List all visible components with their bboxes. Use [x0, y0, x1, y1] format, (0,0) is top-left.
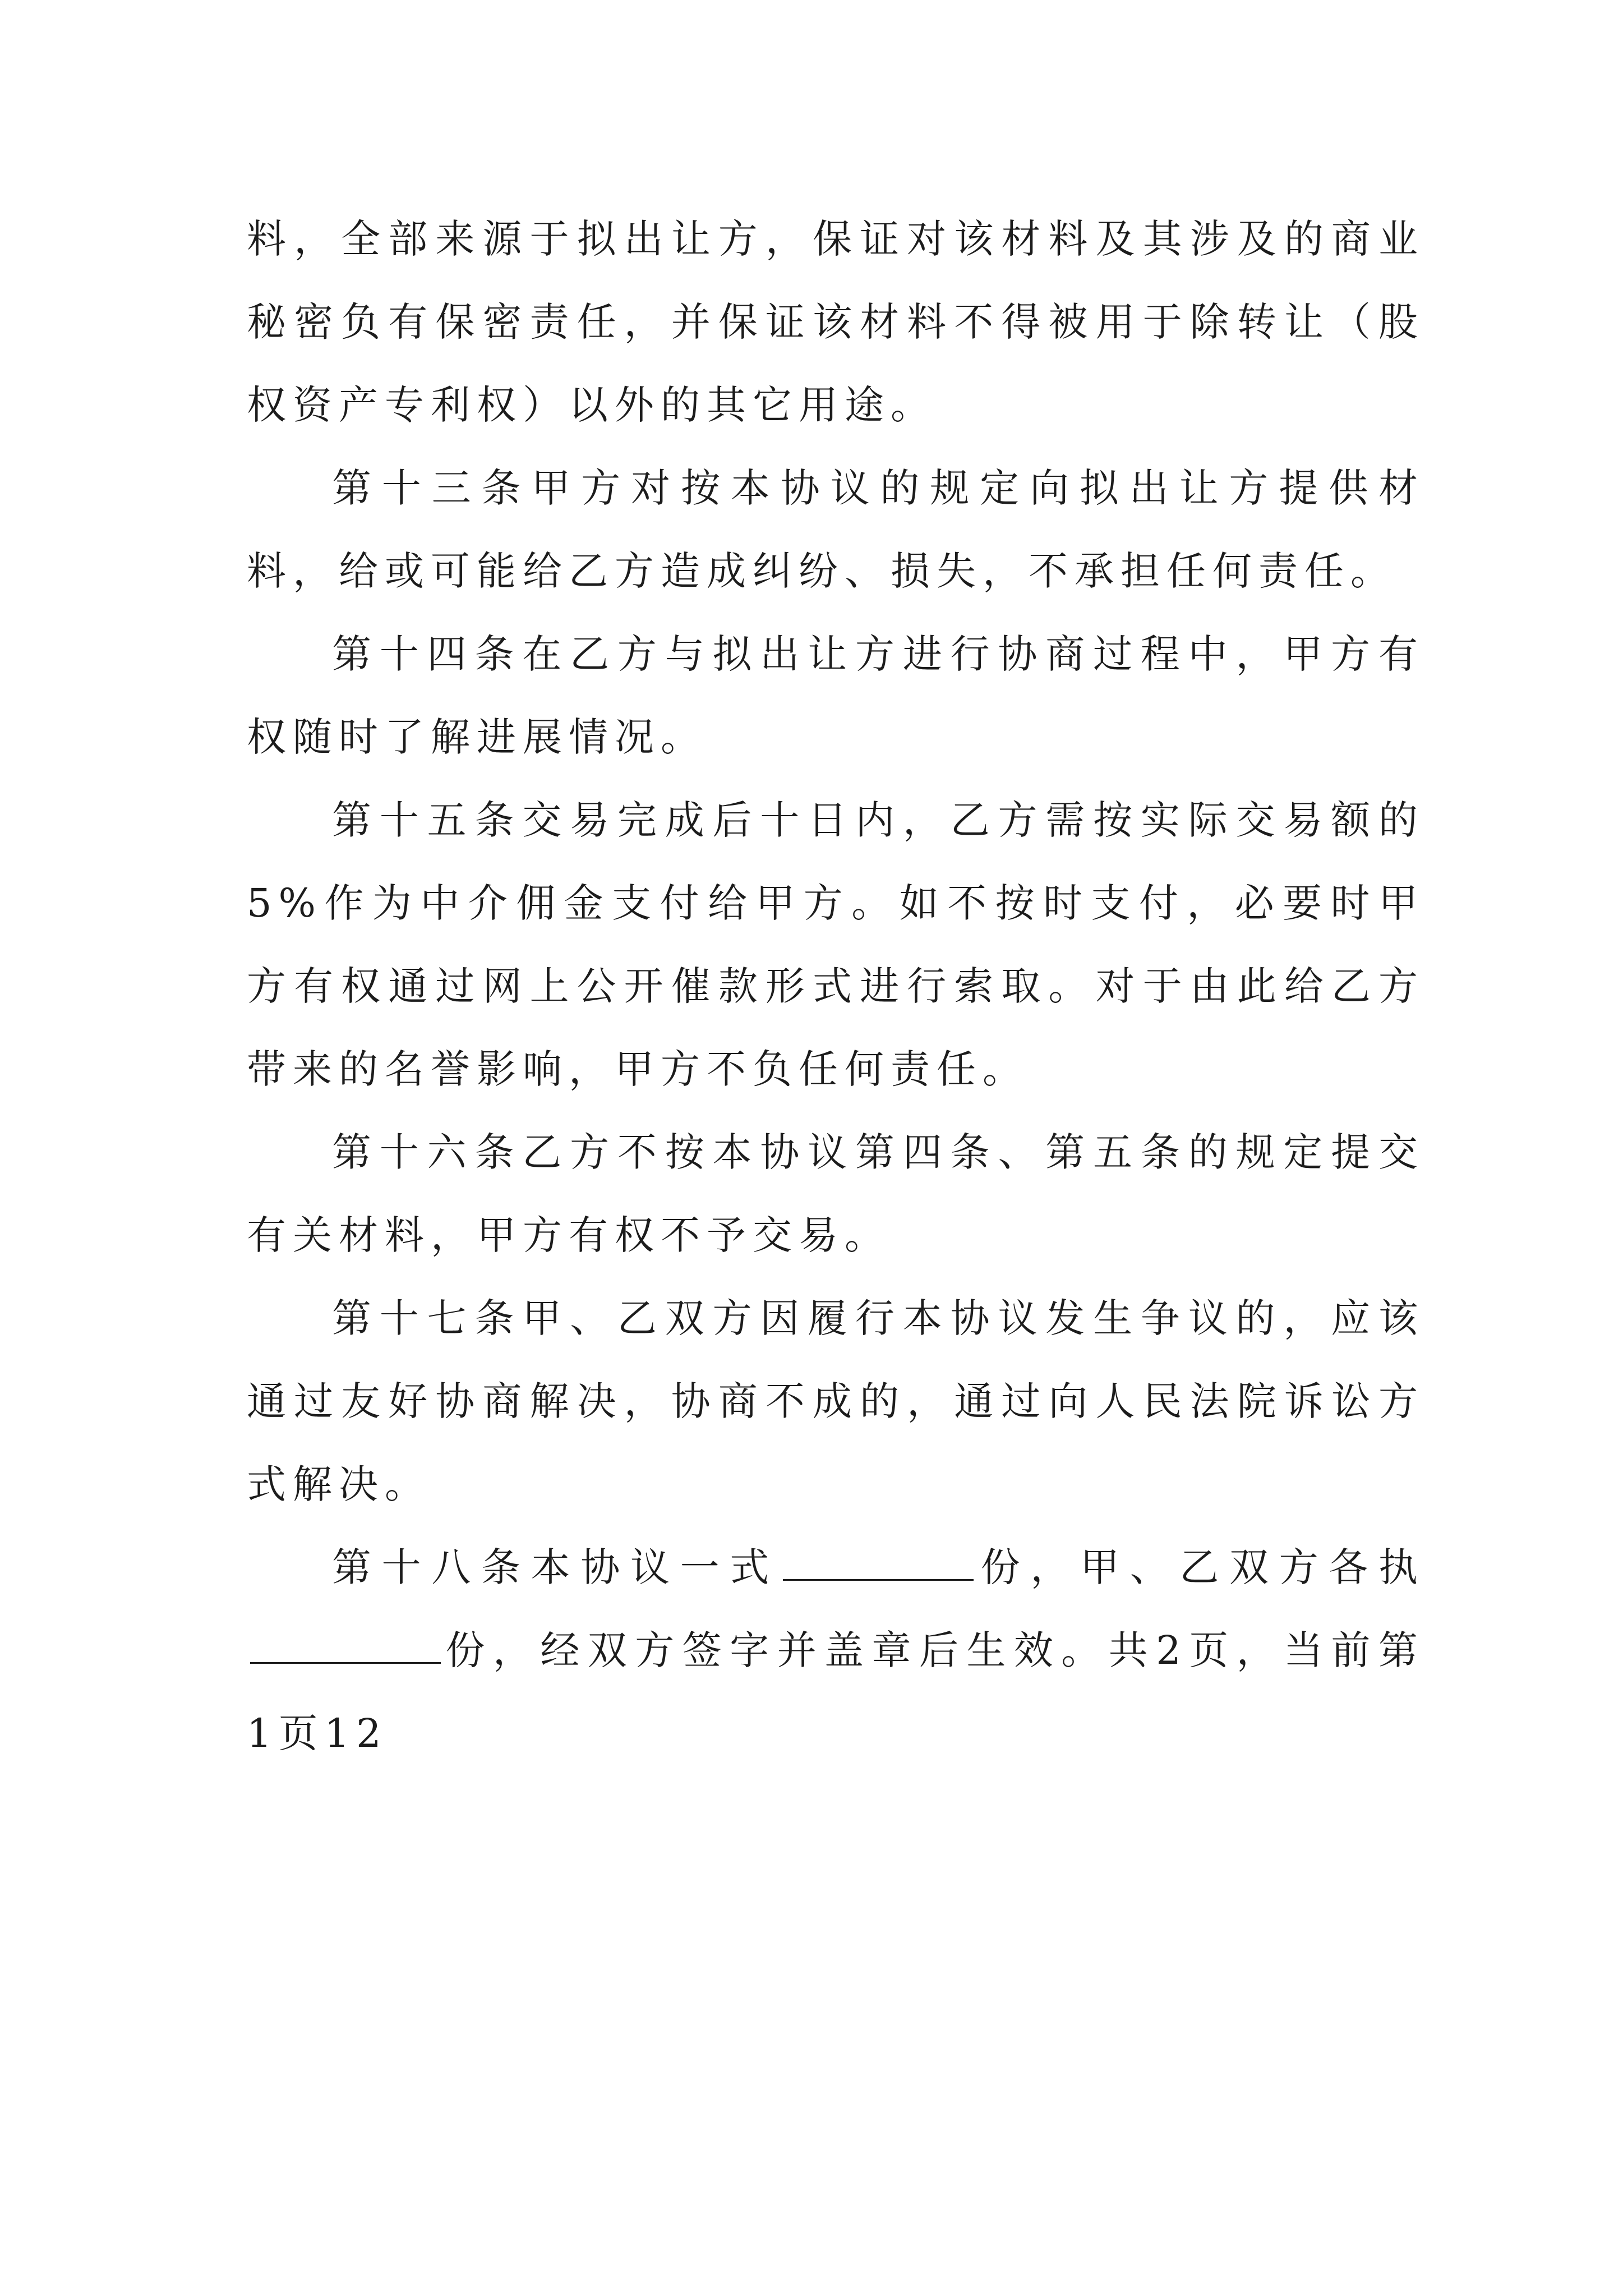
article-18-part1: 第十八条本协议一式 — [332, 1544, 780, 1590]
article-18-part3: 份，经双方签字并盖章后生效。共2页，当前第1页12 — [247, 1627, 1424, 1756]
paragraph-article-16: 第十六条乙方不按本协议第四条、第五条的规定提交有关材料，甲方有权不予交易。 — [247, 1129, 1424, 1258]
fill-blank-copies-total — [783, 1544, 974, 1581]
paragraph-continuation: 料，全部来源于拟出让方，保证对该材料及其涉及的商业秘密负有保密责任，并保证该材料不得被用于除转让（股权资产专利权）以外的其它用途。 — [247, 216, 1424, 428]
paragraph-article-14: 第十四条在乙方与拟出让方进行协商过程中，甲方有权随时了解进展情况。 — [247, 631, 1424, 760]
paragraph-article-17: 第十七条甲、乙双方因履行本协议发生争议的，应该通过友好协商解决，协商不成的，通过向人民法院诉讼方式解决。 — [247, 1295, 1424, 1507]
paragraph-article-15: 第十五条交易完成后十日内，乙方需按实际交易额的5%作为中介佣金支付给甲方。如不按时支付，必要时甲方有权通过网上公开催款形式进行索取。对于由此给乙方带来的名誉影响，甲方不负任何责任。 — [247, 797, 1424, 1092]
paragraph-article-18 — [247, 1526, 1424, 1775]
paragraph-article-13: 第十三条甲方对按本协议的规定向拟出让方提供材料，给或可能给乙方造成纠纷、损失，不承担任何责任。 — [247, 465, 1424, 594]
article-18-part2: 份，甲、乙双方各执 — [977, 1544, 1424, 1590]
document-body — [247, 197, 1424, 1775]
fill-blank-copies-each — [250, 1627, 441, 1664]
